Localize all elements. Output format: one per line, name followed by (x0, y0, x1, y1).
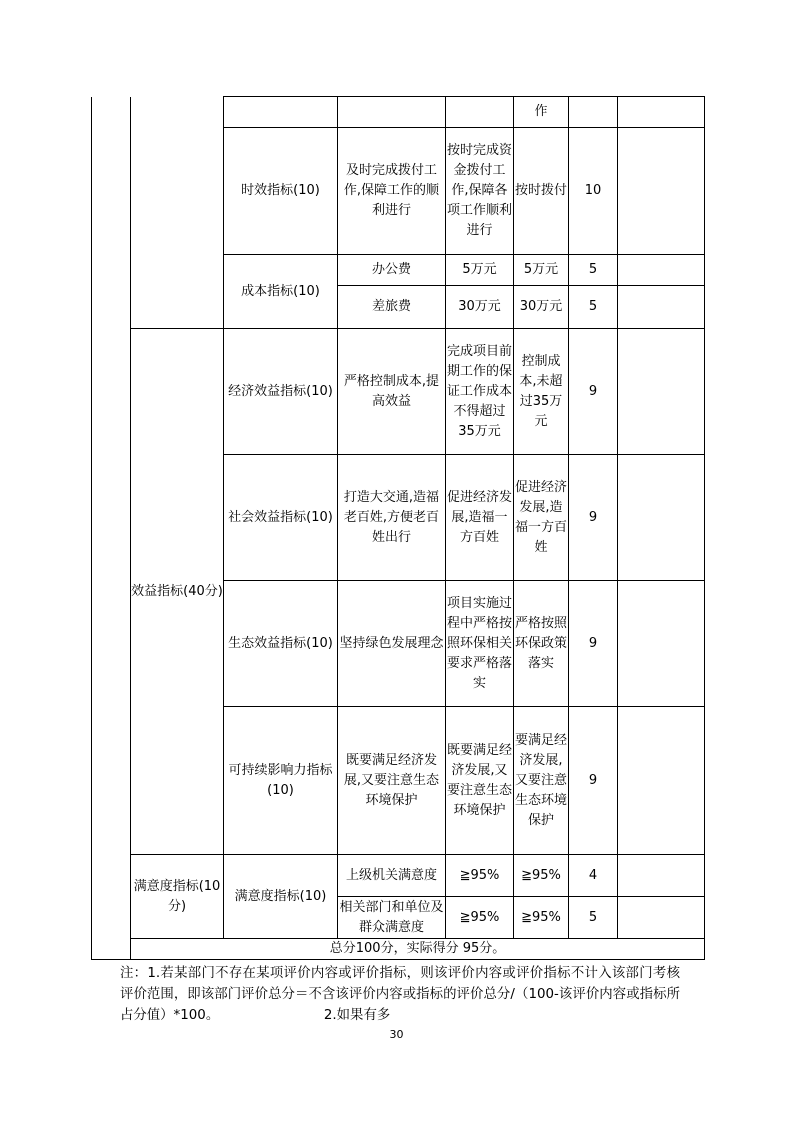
remark-cell (618, 128, 705, 255)
actual-cell: 严格按照环保政策落实 (514, 581, 569, 707)
target-cell: ≧95% (446, 855, 514, 897)
benefit-category-label: 效益指标(40分) (131, 329, 224, 855)
score-cell: 9 (569, 707, 618, 855)
score-cell: 9 (569, 581, 618, 707)
total-score: 总分100分，实际得分 95分。 (131, 939, 705, 960)
score-cell: 9 (569, 329, 618, 455)
remark-cell (618, 897, 705, 939)
actual-cell: 30万元 (514, 286, 569, 329)
remark-cell (618, 97, 705, 128)
score-cell: 9 (569, 455, 618, 581)
cat-cell: 社会效益指标(10) (224, 455, 338, 581)
actual-cell: 5万元 (514, 255, 569, 286)
target-cell: 完成项目前期工作的保证工作成本不得超过35万元 (446, 329, 514, 455)
cat-cell: 经济效益指标(10) (224, 329, 338, 455)
actual-cell: 作 (514, 97, 569, 128)
remark-cell (618, 329, 705, 455)
score-cell: 5 (569, 286, 618, 329)
actual-cell: 按时拨付 (514, 128, 569, 255)
score-cell: 5 (569, 255, 618, 286)
actual-cell: ≧95% (514, 855, 569, 897)
target-cell: 既要满足经济发展,又要注意生态环境保护 (446, 707, 514, 855)
desc-cell (338, 97, 446, 128)
cat-cell: 满意度指标(10) (224, 855, 338, 939)
actual-cell: ≧95% (514, 897, 569, 939)
performance-table (91, 96, 705, 960)
desc-cell: 坚持绿色发展理念 (338, 581, 446, 707)
remark-cell (618, 581, 705, 707)
target-cell: ≧95% (446, 897, 514, 939)
score-cell (569, 97, 618, 128)
desc-cell: 差旅费 (338, 286, 446, 329)
desc-cell: 上级机关满意度 (338, 855, 446, 897)
level1-cell (92, 97, 131, 960)
target-cell: 项目实施过程中严格按照环保相关要求严格落实 (446, 581, 514, 707)
satisfaction-category-label: 满意度指标(10分) (131, 855, 224, 939)
remark-cell (618, 855, 705, 897)
score-cell: 4 (569, 855, 618, 897)
remark-cell (618, 255, 705, 286)
cat-cell: 可持续影响力指标(10) (224, 707, 338, 855)
target-cell: 按时完成资金拨付工作,保障各项工作顺利进行 (446, 128, 514, 255)
score-cell: 5 (569, 897, 618, 939)
desc-cell: 既要满足经济发展,又要注意生态环境保护 (338, 707, 446, 855)
table-row (92, 97, 705, 128)
remark-cell (618, 455, 705, 581)
table-row (92, 939, 705, 960)
desc-cell: 相关部门和单位及群众满意度 (338, 897, 446, 939)
cat-cell (224, 97, 338, 128)
table-row (92, 329, 705, 455)
table-row (92, 855, 705, 897)
target-cell: 30万元 (446, 286, 514, 329)
remark-cell (618, 286, 705, 329)
actual-cell: 要满足经济发展,又要注意生态环境保护 (514, 707, 569, 855)
level2-cell-output (131, 97, 224, 329)
score-cell: 10 (569, 128, 618, 255)
actual-cell: 控制成本,未超过35万元 (514, 329, 569, 455)
cat-cell: 生态效益指标(10) (224, 581, 338, 707)
footnote: 注：1.若某部门不存在某项评价内容或评价指标，则该评价内容或评价指标不计入该部门考核评价范围，即该部门评价总分＝不含该评价内容或指标的评价总分/（100-该评价内容或指标所占分值）*100。 2.如果有多 (120, 966, 680, 1023)
page-number: 30 (389, 1028, 404, 1041)
target-cell: 5万元 (446, 255, 514, 286)
actual-cell: 促进经济发展,造福一方百姓 (514, 455, 569, 581)
desc-cell: 办公费 (338, 255, 446, 286)
desc-cell: 严格控制成本,提高效益 (338, 329, 446, 455)
desc-cell: 及时完成拨付工作,保障工作的顺利进行 (338, 128, 446, 255)
cat-cell: 时效指标(10) (224, 128, 338, 255)
target-cell (446, 97, 514, 128)
desc-cell: 打造大交通,造福老百姓,方便老百姓出行 (338, 455, 446, 581)
target-cell: 促进经济发展,造福一方百姓 (446, 455, 514, 581)
remark-cell (618, 707, 705, 855)
cat-cell: 成本指标(10) (224, 255, 338, 329)
